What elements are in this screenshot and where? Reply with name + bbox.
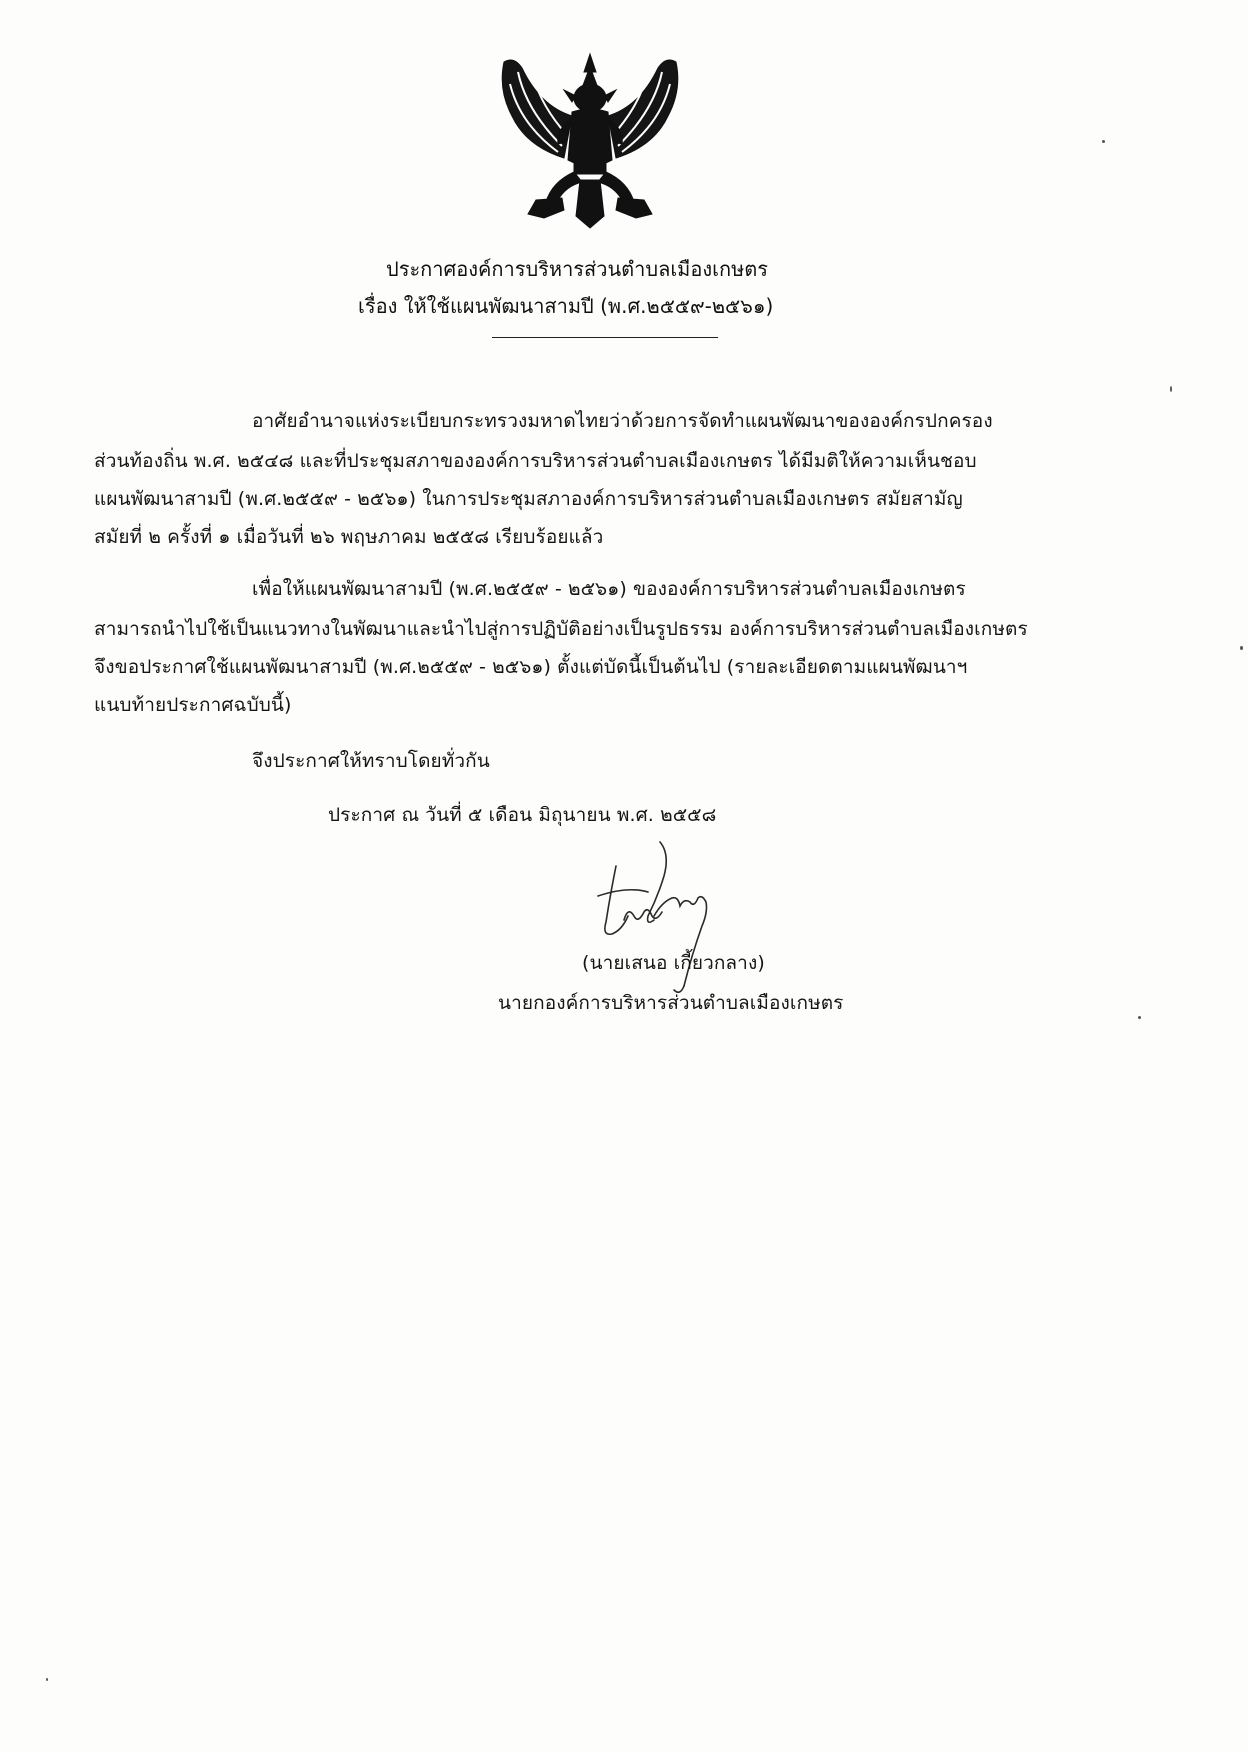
closing-statement: จึงประกาศให้ทราบโดยทั่วกัน bbox=[252, 750, 490, 772]
garuda-emblem-icon bbox=[492, 50, 688, 236]
announcement-title: ประกาศองค์การบริหารส่วนตำบลเมืองเกษตร bbox=[386, 257, 768, 281]
scan-speck bbox=[1138, 1016, 1141, 1019]
paragraph-2-line-1: เพื่อให้แผนพัฒนาสามปี (พ.ศ.๒๕๕๙ - ๒๕๖๑) ขององค์การบริหารส่วนตำบลเมืองเกษตร bbox=[252, 578, 966, 600]
paragraph-1-line-4: สมัยที่ ๒ ครั้งที่ ๑ เมื่อวันที่ ๒๖ พฤษภาคม ๒๕๕๘ เรียบร้อยแล้ว bbox=[94, 526, 604, 548]
signer-name: (นายเสนอ เกี้ยวกลาง) bbox=[582, 952, 765, 974]
signer-position: นายกองค์การบริหารส่วนตำบลเมืองเกษตร bbox=[498, 992, 844, 1014]
scan-speck bbox=[1170, 386, 1172, 392]
paragraph-1-line-2: ส่วนท้องถิ่น พ.ศ. ๒๕๔๘ และที่ประชุมสภาขององค์การบริหารส่วนตำบลเมืองเกษตร ได้มีมติให้ความเห็นชอบ bbox=[94, 450, 977, 472]
scan-speck bbox=[1102, 140, 1105, 143]
paragraph-1-line-1: อาศัยอำนาจแห่งระเบียบกระทรวงมหาดไทยว่าด้วยการจัดทำแผนพัฒนาขององค์กรปกครอง bbox=[252, 410, 993, 432]
title-divider bbox=[492, 337, 718, 338]
paragraph-2-line-3: จึงขอประกาศใช้แผนพัฒนาสามปี (พ.ศ.๒๕๕๙ - ๒๕๖๑) ตั้งแต่บัดนี้เป็นต้นไป (รายละเอียดตามแผนพัฒนาฯ bbox=[94, 656, 968, 678]
announcement-date: ประกาศ ณ วันที่ ๕ เดือน มิถุนายน พ.ศ. ๒๕๕๘ bbox=[328, 804, 717, 826]
paragraph-2-line-4: แนบท้ายประกาศฉบับนี้) bbox=[94, 694, 292, 716]
paragraph-1-line-3: แผนพัฒนาสามปี (พ.ศ.๒๕๕๙ - ๒๕๖๑) ในการประชุมสภาองค์การบริหารส่วนตำบลเมืองเกษตร สมัยสามัญ bbox=[94, 488, 963, 510]
announcement-subject: เรื่อง ให้ใช้แผนพัฒนาสามปี (พ.ศ.๒๕๕๙-๒๕๖๑) bbox=[358, 294, 774, 318]
paragraph-2-line-2: สามารถนำไปใช้เป็นแนวทางในพัฒนาและนำไปสู่การปฏิบัติอย่างเป็นรูปธรรม องค์การบริหารส่วนตำบลเมืองเกษตร bbox=[94, 618, 1028, 640]
scan-speck bbox=[1240, 646, 1243, 650]
scan-speck bbox=[46, 1678, 48, 1681]
